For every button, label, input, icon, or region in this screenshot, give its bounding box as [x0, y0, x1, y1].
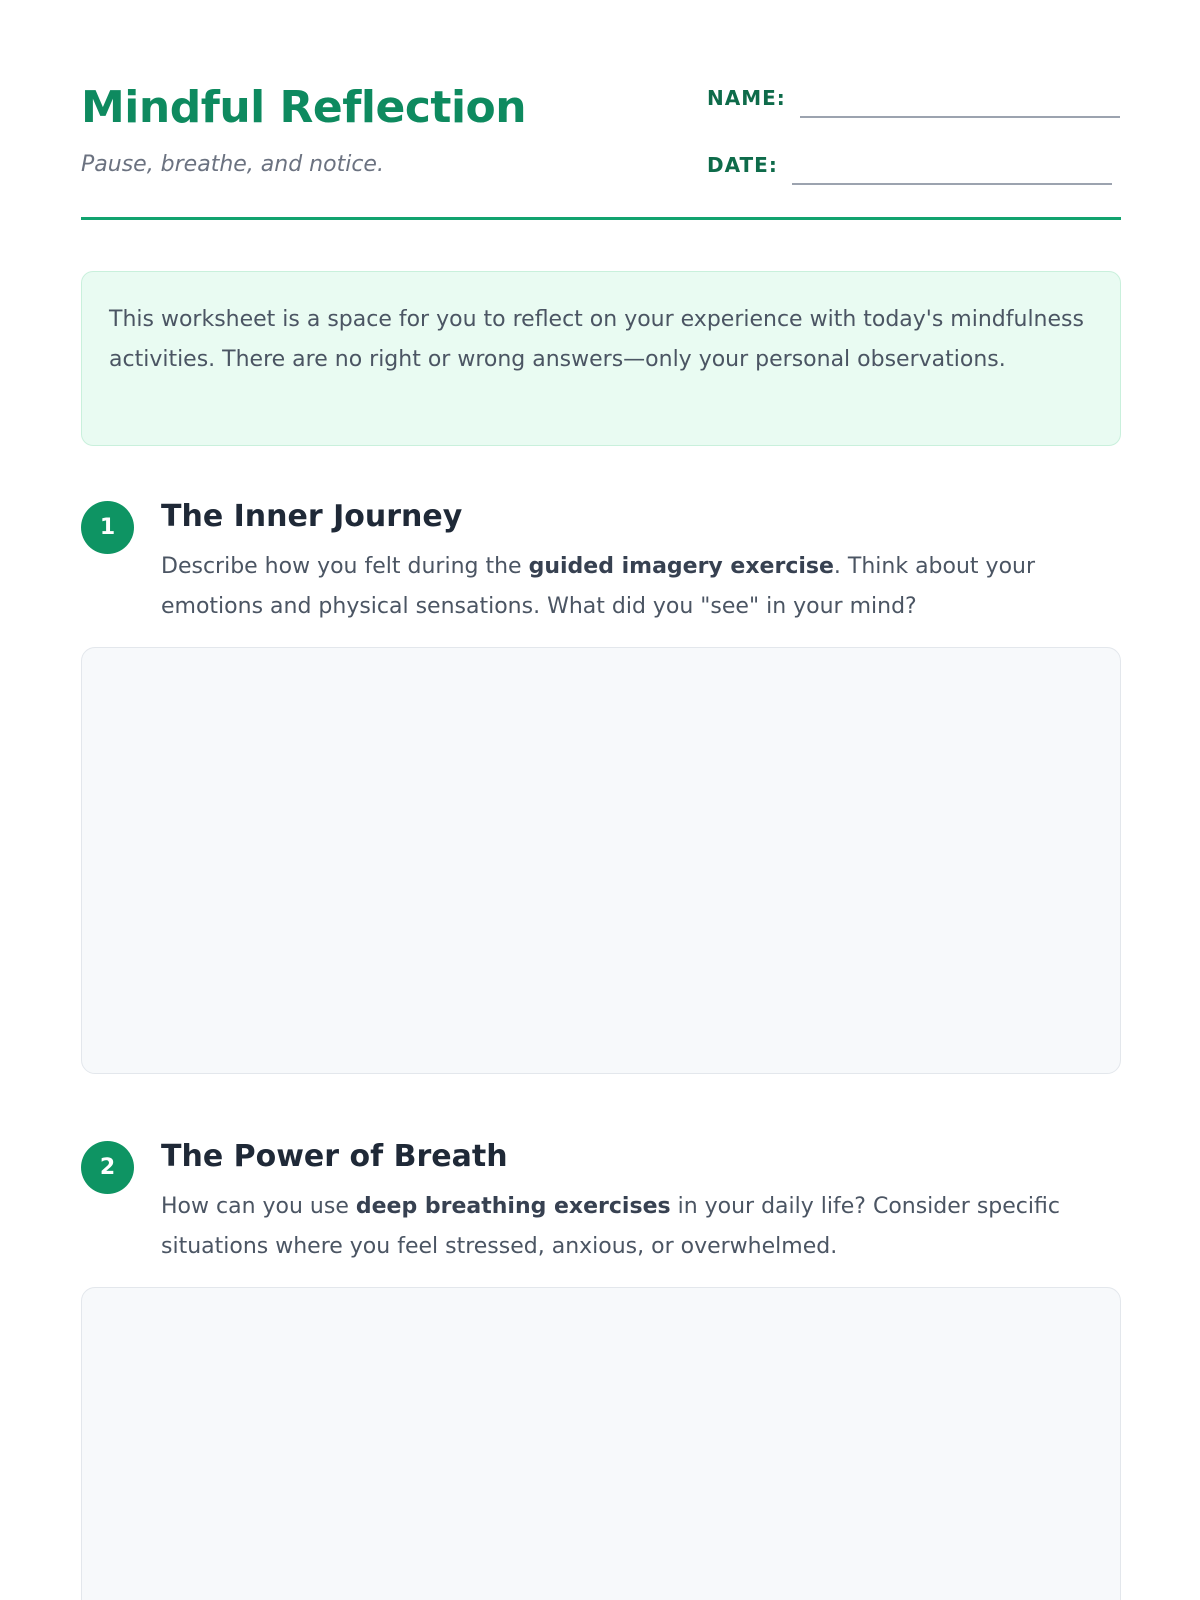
question-title: The Power of Breath [161, 1139, 508, 1174]
question-title: The Inner Journey [161, 499, 463, 534]
question-number-badge: 1 [81, 501, 134, 554]
worksheet-header [81, 0, 1121, 220]
date-field [707, 153, 1112, 177]
question-prompt [161, 547, 1121, 627]
prompt-emphasis: deep breathing exercises [355, 1194, 671, 1219]
worksheet-title: Mindful Reflection [81, 82, 527, 133]
question-number-badge: 2 [81, 1141, 134, 1194]
prompt-emphasis: guided imagery exercise [528, 554, 834, 579]
name-write-line[interactable] [800, 92, 1120, 118]
date-write-line[interactable] [792, 159, 1112, 185]
prompt-text-after: . Think about your emotions and physical sensations. What did you "see" in your mind? [161, 554, 1036, 619]
intro-callout: This worksheet is a space for you to reflect on your experience with today's mindfulness activities. There are no right or wrong answers—only your personal observations. [81, 271, 1121, 446]
prompt-text-before: Describe how you felt during the [161, 554, 529, 579]
name-label: NAME: [707, 86, 786, 110]
prompt-text-before: How can you use [161, 1194, 356, 1219]
worksheet-page [81, 0, 1121, 1600]
worksheet-subtitle: Pause, breathe, and notice. [81, 152, 384, 177]
prompt-text-after: in your daily life? Consider specific situations where you feel stressed, anxious, or overwhelmed. [161, 1194, 1060, 1259]
answer-box-2[interactable] [81, 1287, 1121, 1600]
question-prompt [161, 1187, 1121, 1267]
name-field [707, 86, 1120, 110]
answer-box-1[interactable] [81, 647, 1121, 1074]
date-label: DATE: [707, 153, 778, 177]
